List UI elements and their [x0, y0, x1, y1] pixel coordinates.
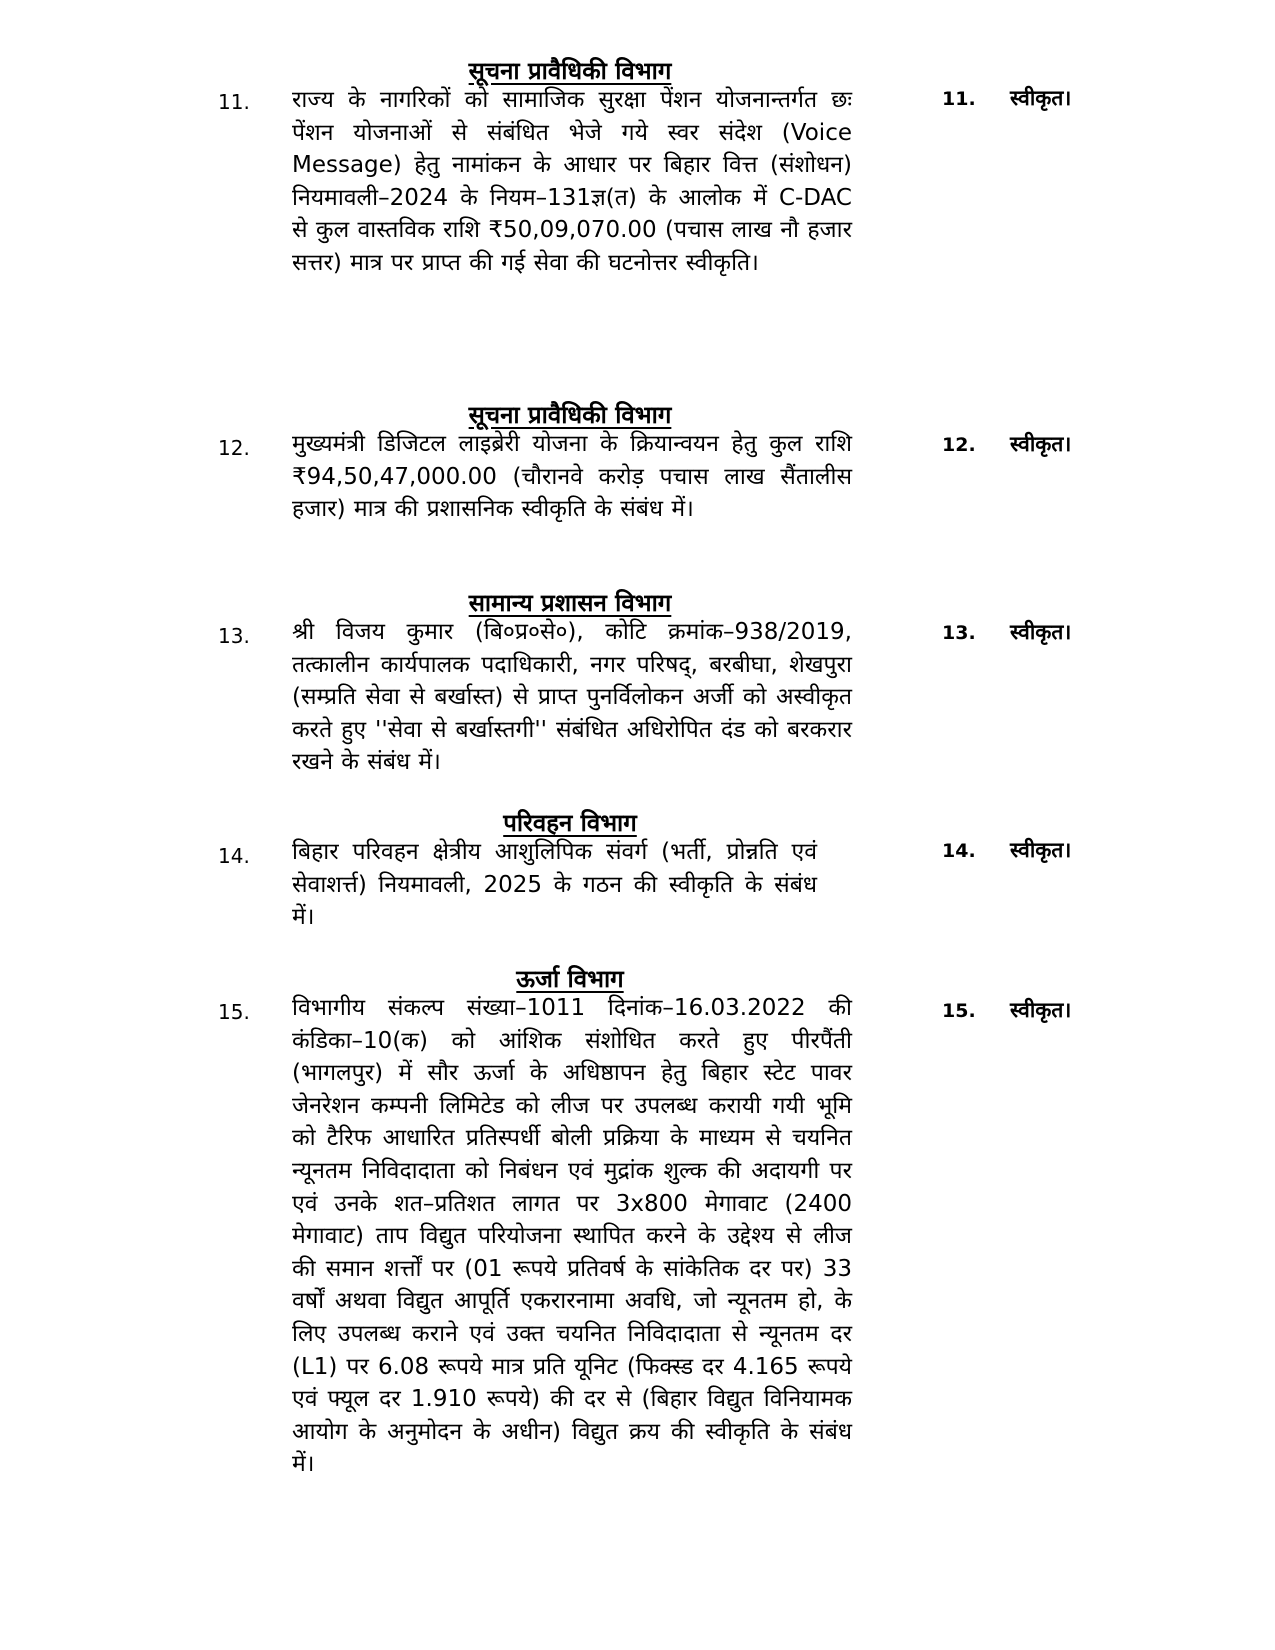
- decision-status: स्वीकृत।: [1010, 998, 1072, 1022]
- decision-status: स्वीकृत।: [1010, 432, 1072, 456]
- item-description: विभागीय संकल्प संख्या–1011 दिनांक–16.03.2022 की कंडिका–10(क) को आंशिक संशोधित करते हुए पीरपैंती (भागलपुर) में सौर ऊर्जा के अधिष्ठापन हेतु बिहार स्टेट पावर जेनरेशन कम्पनी लिमिटेड को लीज पर उपलब्ध करायी गयी भूमि को टैरिफ आधारित प्रतिस्पर्धी बोली प्रक्रिया के माध्यम से चयनित न्यूनतम निविदादाता को निबंधन एवं मुद्रांक शुल्क की अदायगी पर एवं उनके शत–प्रतिशत लागत पर 3x800 मेगावाट (2400 मेगावाट) ताप विद्युत परियोजना स्थापित करने के उद्देश्य से लीज की समान शर्त्तों पर (01 रूपये प्रतिवर्ष के सांकेतिक दर पर) 33 वर्षों अथवा विद्युत आपूर्ति एकरारनामा अवधि, जो न्यूनतम हो, के लिए उपलब्ध कराने एवं उक्त चयनित निविदादाता से न्यूनतम दर (L1) पर 6.08 रूपये मात्र प्रति यूनिट (फिक्स्ड दर 4.165 रूपये एवं फ्यूल दर 1.910 रूपये) की दर से (बिहार विद्युत विनियामक आयोग के अनुमोदन के अधीन) विद्युत क्रय की स्वीकृति के संबंध में।: [292, 995, 852, 1478]
- decision-status: स्वीकृत।: [1010, 620, 1072, 644]
- item-serial: 15.: [218, 1000, 250, 1024]
- department-heading: ऊर्जा विभाग: [516, 965, 624, 993]
- decision-status: स्वीकृत।: [1010, 86, 1072, 110]
- item-serial: 13.: [218, 624, 250, 648]
- department-heading: परिवहन विभाग: [503, 809, 637, 837]
- item-description: श्री विजय कुमार (बि०प्र०से०), कोटि क्रमांक–938/2019, तत्कालीन कार्यपालक पदाधिकारी, नगर परिषद्, बरबीघा, शेखपुरा (सम्प्रति सेवा से बर्खास्त) से प्राप्त पुनर्विलोकन अर्जी को अस्वीकृत करते हुए ''सेवा से बर्खास्तगी'' संबंधित अधिरोपित दंड को बरकरार रखने के संबंध में।: [292, 619, 852, 776]
- item-description: मुख्यमंत्री डिजिटल लाइब्रेरी योजना के क्रियान्वयन हेतु कुल राशि ₹94,50,47,000.00 (चौरानवे करोड़ पचास लाख सैंतालीस हजार) मात्र की प्रशासनिक स्वीकृति के संबंध में।: [292, 431, 852, 523]
- decision-status: स्वीकृत।: [1010, 838, 1072, 862]
- department-heading: सूचना प्रावैधिकी विभाग: [468, 401, 672, 429]
- item-serial: 11.: [218, 90, 250, 114]
- department-heading: सामान्य प्रशासन विभाग: [468, 589, 672, 617]
- department-heading: सूचना प्रावैधिकी विभाग: [468, 57, 672, 85]
- decision-serial: 15.: [942, 1000, 976, 1022]
- decision-serial: 11.: [942, 88, 976, 110]
- decision-serial: 14.: [942, 840, 976, 862]
- item-serial: 14.: [218, 844, 250, 868]
- item-description: राज्य के नागरिकों को सामाजिक सुरक्षा पेंशन योजनान्तर्गत छः पेंशन योजनाओं से संबंधित भेजे गये स्वर संदेश (Voice Message) हेतु नामांकन के आधार पर बिहार वित्त (संशोधन) नियमावली–2024 के नियम–131ज्ञ(त) के आलोक में C-DAC से कुल वास्तविक राशि ₹50,09,070.00 (पचास लाख नौ हजार सत्तर) मात्र पर प्राप्त की गई सेवा की घटनोत्तर स्वीकृति।: [292, 87, 852, 276]
- item-description: बिहार परिवहन क्षेत्रीय आशुलिपिक संवर्ग (भर्ती, प्रोन्नति एवं सेवाशर्त्त) नियमावली, 2025 के गठन की स्वीकृति के संबंध में।: [292, 839, 817, 931]
- item-serial: 12.: [218, 436, 250, 460]
- decision-serial: 12.: [942, 434, 976, 456]
- decision-serial: 13.: [942, 622, 976, 644]
